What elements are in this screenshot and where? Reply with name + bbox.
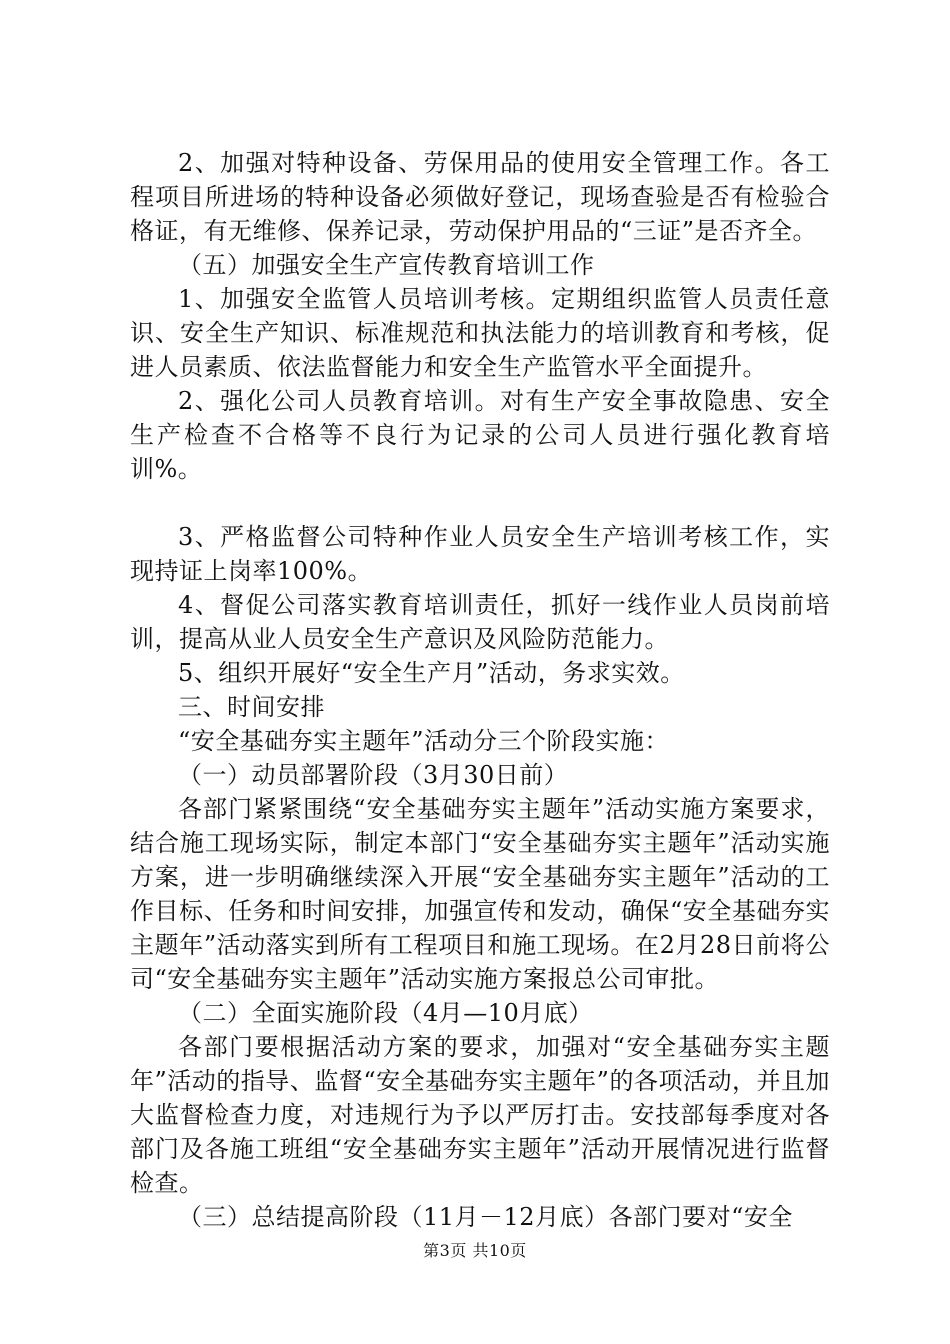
- blank-line: [130, 486, 830, 520]
- section-heading-schedule: 三、时间安排: [178, 693, 325, 721]
- stage-heading-summary: （三）总结提高阶段（11月－12月底）各部门要对“安全: [178, 1203, 793, 1231]
- stage-heading-implementation: （二）全面实施阶段（4月—10月底）: [178, 999, 593, 1027]
- paragraph-implementation: 各部门要根据活动方案的要求，加强对“安全基础夯实主题年”活动的指导、监督“安全基础夯实主题年”的各项活动，并且加大监督检查力度，对违规行为予以严厉打击。安技部每季度对各部门及各施工班组“安全基础夯实主题年”活动开展情况进行监督检查。: [130, 1033, 830, 1197]
- document-body: [130, 146, 830, 1234]
- stage-heading-mobilization: （一）动员部署阶段（3月30日前）: [178, 761, 569, 789]
- paragraph-safety-month: 5、组织开展好“安全生产月”活动，务求实效。: [178, 659, 685, 687]
- paragraph-staff-training: 2、强化公司人员教育培训。对有生产安全事故隐患、安全生产检查不合格等不良行为记录的公司人员进行强化教育培训%。: [130, 387, 830, 483]
- paragraph-supervisor-training: 1、加强安全监管人员培训考核。定期组织监管人员责任意识、安全生产知识、标准规范和执法能力的培训教育和考核，促进人员素质、依法监督能力和安全生产监管水平全面提升。: [130, 285, 830, 381]
- paragraph-mobilization: 各部门紧紧围绕“安全基础夯实主题年”活动实施方案要求，结合施工现场实际，制定本部门“安全基础夯实主题年”活动实施方案，进一步明确继续深入开展“安全基础夯实主题年”活动的工作目标、任务和时间安排，加强宣传和发动，确保“安全基础夯实主题年”活动落实到所有工程项目和施工现场。在2月28日前将公司“安全基础夯实主题年”活动实施方案报总公司审批。: [130, 795, 830, 993]
- section-heading-training: （五）加强安全生产宣传教育培训工作: [178, 251, 595, 279]
- paragraph-three-stages: “安全基础夯实主题年”活动分三个阶段实施：: [178, 727, 670, 755]
- paragraph-special-equipment: 2、加强对特种设备、劳保用品的使用安全管理工作。各工程项目所进场的特种设备必须做好登记，现场查验是否有检验合格证，有无维修、保养记录，劳动保护用品的“三证”是否齐全。: [130, 149, 830, 245]
- paragraph-frontline-training: 4、督促公司落实教育培训责任，抓好一线作业人员岗前培训，提高从业人员安全生产意识及风险防范能力。: [130, 591, 830, 653]
- paragraph-certified-workers: 3、严格监督公司特种作业人员安全生产培训考核工作，实现持证上岗率100%。: [130, 523, 830, 585]
- page-number-footer: 第3页 共10页: [423, 1241, 527, 1260]
